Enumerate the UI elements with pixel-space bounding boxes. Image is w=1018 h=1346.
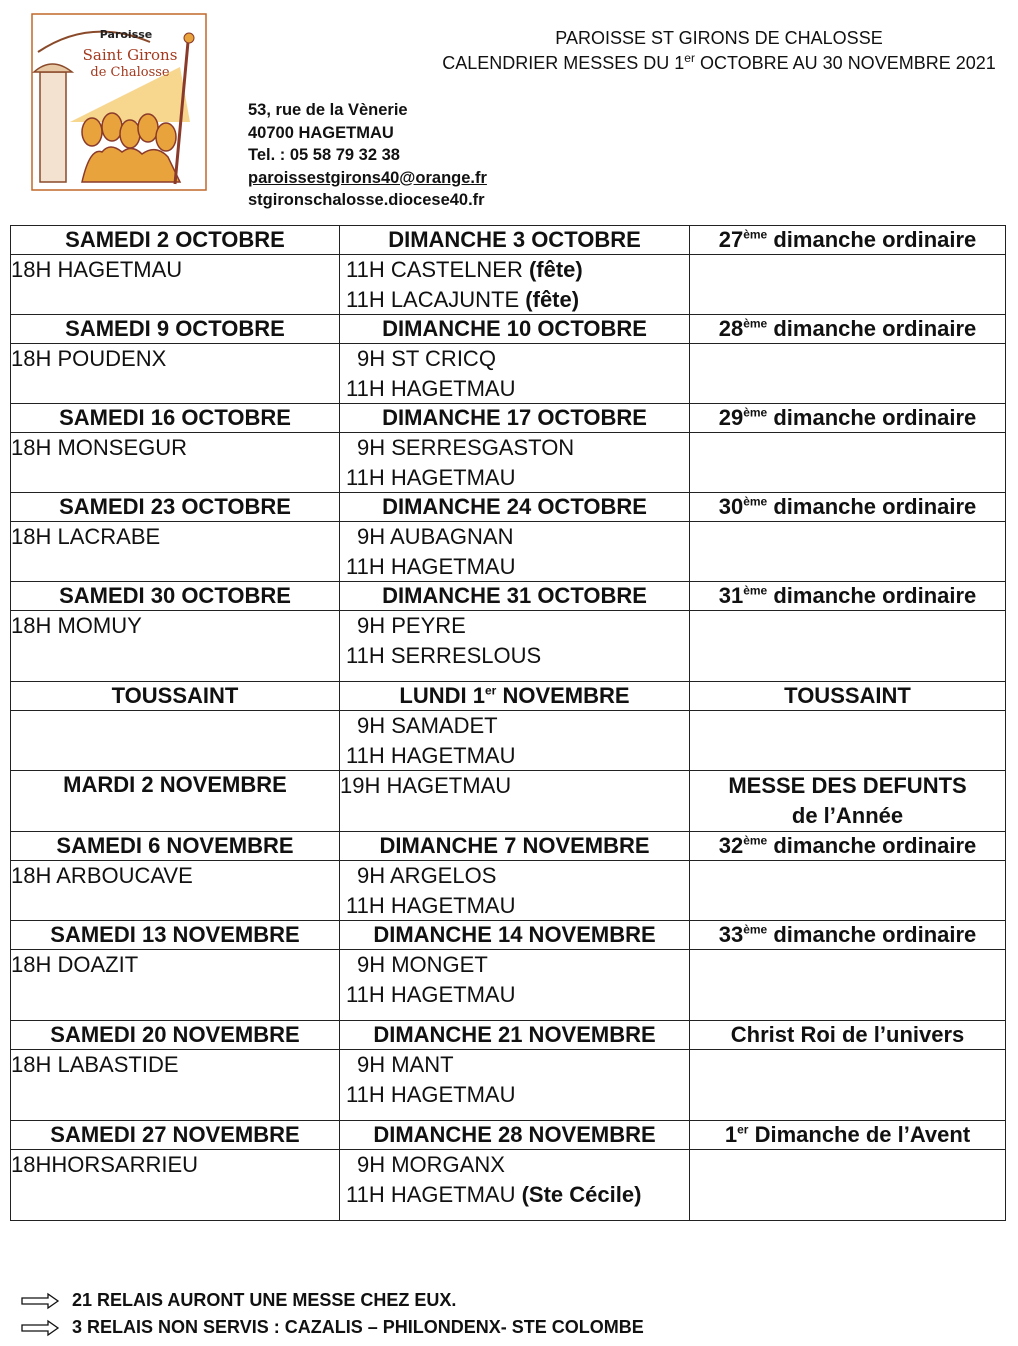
mass-note: (fête) bbox=[528, 257, 583, 282]
sunday-label: DIMANCHE 31 OCTOBRE bbox=[382, 583, 647, 608]
week-mass-row bbox=[11, 255, 1006, 315]
note-ordinal: 29 bbox=[718, 405, 744, 430]
mass-note: (Ste Cécile) bbox=[521, 1181, 642, 1207]
week-header-row bbox=[11, 1121, 1006, 1150]
mass-time-place: 18H ARBOUCAVE bbox=[11, 863, 193, 888]
sunday-date bbox=[339, 404, 689, 433]
note-ordinal: 1 bbox=[724, 1122, 738, 1147]
liturgical-note bbox=[690, 582, 1006, 611]
note-text: dimanche ordinaire bbox=[767, 583, 977, 608]
notes-cell bbox=[690, 861, 1006, 921]
saturday-masses bbox=[11, 522, 340, 582]
week-mass-row bbox=[11, 861, 1006, 921]
mass-time-place: 11H HAGETMAU bbox=[345, 375, 516, 401]
notes-cell bbox=[690, 711, 1006, 771]
note-text: Christ Roi de l’univers bbox=[730, 1022, 965, 1047]
saturday-masses bbox=[11, 344, 340, 404]
footer-note-2 bbox=[20, 1314, 644, 1341]
sunday-masses bbox=[339, 1050, 689, 1121]
sunday-date bbox=[339, 921, 689, 950]
footer-text-2: 3 RELAIS NON SERVIS : CAZALIS – PHILONDENX- STE COLOMBE bbox=[72, 1317, 644, 1337]
liturgical-note bbox=[690, 315, 1006, 344]
notes-cell bbox=[690, 1150, 1006, 1221]
title-line-2-end: OCTOBRE AU 30 NOVEMBRE 2021 bbox=[694, 53, 996, 73]
sunday-label: DIMANCHE 7 NOVEMBRE bbox=[379, 833, 650, 858]
week-header-row bbox=[11, 832, 1006, 861]
note-text: dimanche ordinaire bbox=[767, 494, 977, 519]
mass-time-place: 11H CASTELNER bbox=[345, 257, 529, 282]
mass-time-place: 18H POUDENX bbox=[11, 346, 167, 371]
note-ordinal-suffix: ème bbox=[743, 405, 768, 420]
note-ordinal-suffix: ème bbox=[743, 316, 768, 331]
arrow-right-icon bbox=[20, 1291, 60, 1311]
mass-time-place: 11H LACAJUNTE bbox=[345, 286, 526, 312]
saturday-masses bbox=[11, 1050, 340, 1121]
sunday-masses bbox=[339, 611, 689, 682]
note-text: dimanche ordinaire bbox=[767, 316, 977, 341]
week-header-row bbox=[11, 1021, 1006, 1050]
address-tel: Tel. : 05 58 79 32 38 bbox=[248, 146, 400, 164]
note-text: dimanche ordinaire bbox=[767, 922, 977, 947]
saturday-date bbox=[11, 771, 340, 832]
week-header-row bbox=[11, 682, 1006, 711]
liturgical-note bbox=[690, 404, 1006, 433]
saturday-date bbox=[11, 1021, 340, 1050]
note-text: dimanche ordinaire bbox=[767, 833, 977, 858]
liturgical-note bbox=[690, 1121, 1006, 1150]
note-ordinal-suffix: ème bbox=[743, 494, 768, 509]
mass-time-place: 9H SERRESGASTON bbox=[356, 435, 575, 460]
saturday-masses bbox=[11, 611, 340, 682]
mass-time-place: 11H HAGETMAU bbox=[345, 892, 516, 918]
saturday-masses bbox=[11, 950, 340, 1021]
week-header-row bbox=[11, 226, 1006, 255]
liturgical-note bbox=[690, 1021, 1006, 1050]
saturday-date bbox=[11, 921, 340, 950]
week-mass-row bbox=[11, 433, 1006, 493]
week-mass-row bbox=[11, 344, 1006, 404]
note-ordinal: 31 bbox=[718, 583, 744, 608]
address-block bbox=[248, 99, 487, 212]
note-ordinal-suffix: ème bbox=[743, 833, 768, 848]
saturday-label: SAMEDI 9 OCTOBRE bbox=[65, 316, 285, 341]
mass-calendar-table bbox=[10, 225, 1006, 1221]
mass-time-place: 9H AUBAGNAN bbox=[356, 524, 514, 549]
saturday-label: SAMEDI 23 OCTOBRE bbox=[59, 494, 291, 519]
note-ordinal: 28 bbox=[718, 316, 744, 341]
mass-time-place: 18H LACRABE bbox=[11, 524, 161, 549]
sunday-date bbox=[339, 1121, 689, 1150]
sunday-date bbox=[339, 226, 689, 255]
week-mass-row bbox=[11, 1050, 1006, 1121]
saturday-label: SAMEDI 27 NOVEMBRE bbox=[50, 1122, 300, 1147]
title-line-2 bbox=[430, 51, 1008, 76]
arrow-right-icon bbox=[20, 1318, 60, 1338]
saturday-masses bbox=[11, 255, 340, 315]
note-ordinal-suffix: ème bbox=[743, 922, 768, 937]
mass-time-place: 11H HAGETMAU bbox=[345, 1081, 516, 1107]
sunday-date bbox=[339, 315, 689, 344]
mass-time-place: 9H ARGELOS bbox=[356, 863, 497, 888]
sunday-label: DIMANCHE 24 OCTOBRE bbox=[382, 494, 647, 519]
note-text: MESSE DES DEFUNTS bbox=[728, 773, 967, 798]
mass-time-place: 18HHORSARRIEU bbox=[11, 1152, 199, 1177]
address-city: 40700 HAGETMAU bbox=[248, 123, 394, 142]
note-ordinal: 30 bbox=[718, 494, 744, 519]
week-header-row bbox=[11, 315, 1006, 344]
logo-text-saint-girons: Saint Girons bbox=[82, 46, 178, 64]
note-ordinal: 27 bbox=[718, 227, 744, 252]
saturday-label: TOUSSAINT bbox=[111, 683, 239, 708]
mass-time-place: 18H LABASTIDE bbox=[11, 1052, 179, 1077]
sunday-label: DIMANCHE 21 NOVEMBRE bbox=[373, 1022, 656, 1047]
liturgical-note bbox=[690, 493, 1006, 522]
note-ordinal: 33 bbox=[718, 922, 744, 947]
note-text: dimanche ordinaire bbox=[767, 405, 977, 430]
mass-time-place: 11H HAGETMAU bbox=[345, 742, 516, 768]
sunday-masses bbox=[339, 433, 689, 493]
parish-logo bbox=[30, 12, 208, 192]
sunday-masses bbox=[339, 711, 689, 771]
saturday-masses bbox=[11, 1150, 340, 1221]
note-ordinal-suffix: ème bbox=[743, 227, 768, 242]
sunday-masses bbox=[339, 522, 689, 582]
saturday-label: SAMEDI 20 NOVEMBRE bbox=[50, 1022, 300, 1047]
sunday-masses bbox=[339, 344, 689, 404]
saturday-date bbox=[11, 493, 340, 522]
mass-time-place: 18H MOMUY bbox=[11, 613, 142, 638]
sunday-masses bbox=[339, 950, 689, 1021]
saturday-masses bbox=[11, 433, 340, 493]
saturday-label: SAMEDI 6 NOVEMBRE bbox=[56, 833, 294, 858]
notes-cell bbox=[690, 522, 1006, 582]
saturday-masses bbox=[11, 861, 340, 921]
note-ordinal: 32 bbox=[718, 833, 744, 858]
mass-time-place: 19H HAGETMAU bbox=[339, 773, 512, 798]
note-text: TOUSSAINT bbox=[784, 683, 911, 708]
logo-text-paroisse: Paroisse bbox=[99, 28, 153, 41]
liturgical-note bbox=[690, 771, 1006, 832]
mass-time-place: 9H MORGANX bbox=[356, 1152, 505, 1177]
page-title bbox=[430, 26, 1008, 76]
footer-text-1: 21 RELAIS AURONT UNE MESSE CHEZ EUX. bbox=[72, 1290, 457, 1310]
sunday-masses bbox=[339, 1150, 689, 1221]
sunday-label: DIMANCHE 28 NOVEMBRE bbox=[373, 1122, 656, 1147]
sunday-date bbox=[339, 1021, 689, 1050]
sunday-label-end: NOVEMBRE bbox=[496, 683, 630, 708]
address-street: 53, rue de la Vènerie bbox=[248, 101, 408, 119]
sunday-date bbox=[339, 582, 689, 611]
saturday-date bbox=[11, 226, 340, 255]
sunday-label: DIMANCHE 10 OCTOBRE bbox=[382, 316, 647, 341]
liturgical-note bbox=[690, 682, 1006, 711]
notes-cell bbox=[690, 433, 1006, 493]
week-mass-row bbox=[11, 522, 1006, 582]
sunday-label: DIMANCHE 3 OCTOBRE bbox=[388, 227, 641, 252]
mass-time-place: 9H SAMADET bbox=[356, 713, 498, 738]
notes-cell bbox=[690, 1050, 1006, 1121]
note-ordinal-suffix: er bbox=[737, 1122, 749, 1137]
footer-notes bbox=[20, 1287, 644, 1341]
note-text: dimanche ordinaire bbox=[767, 227, 977, 252]
sunday-label-sup: er bbox=[484, 683, 497, 698]
mass-time-place: 9H MANT bbox=[356, 1052, 454, 1077]
logo-text-chalosse: de Chalosse bbox=[90, 65, 170, 80]
liturgical-note bbox=[690, 921, 1006, 950]
title-sup: er bbox=[684, 51, 695, 65]
notes-cell bbox=[690, 344, 1006, 404]
mass-time-place: 11H HAGETMAU bbox=[345, 1181, 522, 1207]
sunday-date bbox=[339, 682, 689, 711]
saturday-masses bbox=[11, 711, 340, 771]
tuesday-mass bbox=[339, 771, 689, 832]
email-link[interactable]: paroissestgirons40@orange.fr bbox=[248, 168, 487, 187]
liturgical-note bbox=[690, 226, 1006, 255]
saturday-label: SAMEDI 2 OCTOBRE bbox=[65, 227, 285, 252]
mass-time-place: 9H ST CRICQ bbox=[356, 346, 496, 371]
week-header-row bbox=[11, 493, 1006, 522]
liturgical-note bbox=[690, 832, 1006, 861]
mass-time-place: 11H HAGETMAU bbox=[345, 553, 516, 579]
saturday-date bbox=[11, 832, 340, 861]
sunday-date bbox=[339, 832, 689, 861]
mass-time-place: 18H HAGETMAU bbox=[11, 257, 183, 282]
mass-time-place: 9H MONGET bbox=[356, 952, 488, 977]
notes-cell bbox=[690, 950, 1006, 1021]
saturday-label: SAMEDI 16 OCTOBRE bbox=[59, 405, 291, 430]
sunday-label-start: LUNDI 1 bbox=[399, 683, 485, 708]
mass-time-place: 18H DOAZIT bbox=[11, 952, 139, 977]
note-text: Dimanche de l’Avent bbox=[748, 1122, 971, 1147]
mass-time-place: 11H HAGETMAU bbox=[345, 464, 516, 490]
week-mass-row bbox=[11, 611, 1006, 682]
notes-cell bbox=[690, 255, 1006, 315]
saturday-date bbox=[11, 404, 340, 433]
week-header-row bbox=[11, 771, 1006, 832]
mass-note: (fête) bbox=[525, 286, 580, 312]
saturday-label: MARDI 2 NOVEMBRE bbox=[63, 772, 287, 797]
mass-time-place: 11H SERRESLOUS bbox=[345, 642, 542, 668]
mass-time-place: 11H HAGETMAU bbox=[345, 981, 516, 1007]
notes-cell bbox=[690, 611, 1006, 682]
saturday-label: SAMEDI 30 OCTOBRE bbox=[59, 583, 291, 608]
week-mass-row bbox=[11, 950, 1006, 1021]
week-header-row bbox=[11, 921, 1006, 950]
footer-note-1 bbox=[20, 1287, 644, 1314]
title-line-2-start: CALENDRIER MESSES DU 1 bbox=[442, 53, 685, 73]
week-mass-row bbox=[11, 711, 1006, 771]
sunday-masses bbox=[339, 861, 689, 921]
saturday-label: SAMEDI 13 NOVEMBRE bbox=[50, 922, 300, 947]
saturday-date bbox=[11, 315, 340, 344]
sunday-masses bbox=[339, 255, 689, 315]
week-mass-row bbox=[11, 1150, 1006, 1221]
sunday-label: DIMANCHE 17 OCTOBRE bbox=[382, 405, 647, 430]
sunday-date bbox=[339, 493, 689, 522]
week-header-row bbox=[11, 582, 1006, 611]
title-line-1: PAROISSE ST GIRONS DE CHALOSSE bbox=[555, 28, 883, 48]
website-link[interactable]: stgironschalosse.diocese40.fr bbox=[248, 191, 485, 209]
sunday-label: DIMANCHE 14 NOVEMBRE bbox=[373, 922, 656, 947]
mass-time-place: 18H MONSEGUR bbox=[11, 435, 188, 460]
saturday-date bbox=[11, 1121, 340, 1150]
saturday-date bbox=[11, 682, 340, 711]
mass-time-place: 9H PEYRE bbox=[356, 613, 466, 638]
week-header-row bbox=[11, 404, 1006, 433]
saturday-date bbox=[11, 582, 340, 611]
note-ordinal-suffix: ème bbox=[743, 583, 768, 598]
note-text-line2: de l’Année bbox=[791, 803, 904, 828]
